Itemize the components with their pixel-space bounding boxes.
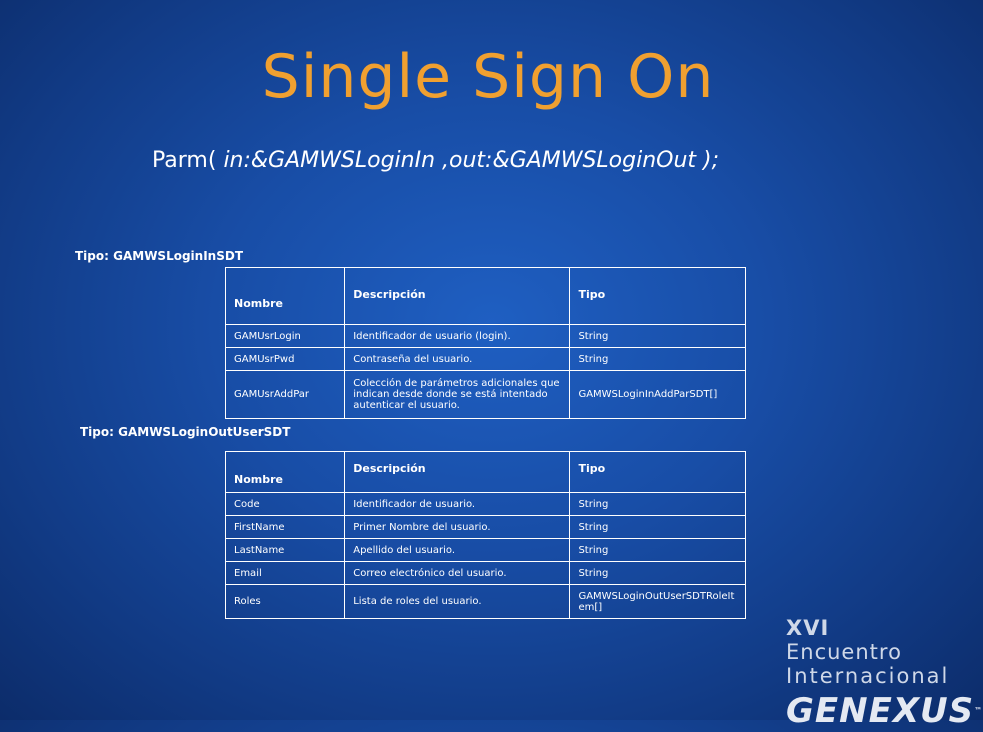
column-header-descripcion: Descripción bbox=[345, 268, 570, 325]
login-in-sdt-table bbox=[225, 267, 746, 419]
cell-nombre: Roles bbox=[226, 585, 345, 619]
cell-nombre: LastName bbox=[226, 539, 345, 562]
cell-descripcion: Contraseña del usuario. bbox=[345, 348, 570, 371]
parm-arguments: in:&GAMWSLoginIn ,out:&GAMWSLoginOut ); bbox=[223, 148, 720, 173]
logo-brand-text: GENEXUS bbox=[786, 691, 975, 731]
cell-nombre: GAMUsrLogin bbox=[226, 325, 345, 348]
cell-nombre: Code bbox=[226, 493, 345, 516]
logo-line-internacional: Internacional bbox=[786, 664, 950, 688]
logo-trademark: ™ bbox=[974, 706, 983, 715]
cell-nombre: GAMUsrPwd bbox=[226, 348, 345, 371]
cell-tipo: String bbox=[570, 493, 746, 516]
column-header-nombre: Nombre bbox=[226, 452, 345, 493]
column-header-tipo: Tipo bbox=[570, 452, 746, 493]
table-header-row bbox=[226, 268, 746, 325]
cell-tipo: String bbox=[570, 539, 746, 562]
cell-nombre: Email bbox=[226, 562, 345, 585]
cell-tipo: GAMWSLoginOutUserSDTRoleItem[] bbox=[570, 585, 746, 619]
cell-descripcion: Correo electrónico del usuario. bbox=[345, 562, 570, 585]
column-header-tipo: Tipo bbox=[570, 268, 746, 325]
logo-brand bbox=[786, 690, 983, 732]
cell-tipo: GAMWSLoginInAddParSDT[] bbox=[570, 371, 746, 419]
table-row bbox=[226, 539, 746, 562]
cell-nombre: FirstName bbox=[226, 516, 345, 539]
table-row bbox=[226, 562, 746, 585]
table-row bbox=[226, 516, 746, 539]
genexus-logo bbox=[786, 616, 983, 731]
login-out-user-sdt-table bbox=[225, 451, 746, 619]
parm-signature bbox=[152, 148, 719, 173]
table-row bbox=[226, 371, 746, 419]
table2-caption: Tipo: GAMWSLoginOutUserSDT bbox=[80, 425, 291, 439]
logo-edition-word: Encuentro bbox=[786, 640, 902, 664]
table-row bbox=[226, 585, 746, 619]
table1-caption: Tipo: GAMWSLoginInSDT bbox=[75, 249, 243, 263]
logo-line-edition bbox=[786, 616, 936, 664]
cell-tipo: String bbox=[570, 516, 746, 539]
table-row bbox=[226, 493, 746, 516]
logo-edition-number: XVI bbox=[786, 616, 830, 640]
cell-descripcion: Primer Nombre del usuario. bbox=[345, 516, 570, 539]
cell-descripcion: Identificador de usuario. bbox=[345, 493, 570, 516]
slide-title: Single Sign On bbox=[261, 42, 715, 112]
cell-descripcion: Apellido del usuario. bbox=[345, 539, 570, 562]
table-row bbox=[226, 348, 746, 371]
cell-descripcion: Identificador de usuario (login). bbox=[345, 325, 570, 348]
table-row bbox=[226, 325, 746, 348]
cell-tipo: String bbox=[570, 325, 746, 348]
parm-prefix: Parm( bbox=[152, 148, 224, 173]
cell-descripcion: Colección de parámetros adicionales que indican desde donde se está intentado autenticar el usuario. bbox=[345, 371, 570, 419]
cell-descripcion: Lista de roles del usuario. bbox=[345, 585, 570, 619]
cell-tipo: String bbox=[570, 562, 746, 585]
column-header-nombre: Nombre bbox=[226, 268, 345, 325]
column-header-descripcion: Descripción bbox=[345, 452, 570, 493]
cell-nombre: GAMUsrAddPar bbox=[226, 371, 345, 419]
table-header-row bbox=[226, 452, 746, 493]
cell-tipo: String bbox=[570, 348, 746, 371]
